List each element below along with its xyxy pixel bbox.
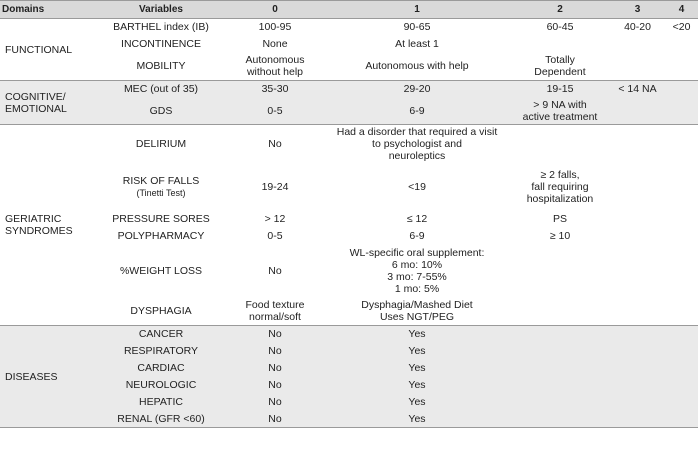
domain-diseases: DISEASES: [0, 326, 96, 428]
cell-line: hospitalization: [526, 192, 594, 205]
domain-geriatric: [0, 125, 96, 326]
cell-line: Totally: [545, 54, 575, 67]
diseases-group: [0, 326, 698, 428]
header-col-3: 3: [610, 1, 665, 19]
table-row: [0, 163, 698, 211]
variable-polypharmacy: POLYPHARMACY: [117, 230, 205, 242]
geriatric-group: [0, 125, 698, 326]
table-cell: No: [226, 394, 324, 411]
variable-disease: RESPIRATORY: [96, 343, 226, 360]
table-cell: Autonomous with help: [365, 60, 469, 73]
table-cell: [324, 125, 510, 163]
table-cell: No: [226, 377, 324, 394]
table-cell: 0-5: [226, 98, 324, 125]
table-cell: ≤ 12: [406, 213, 428, 225]
table-row: [0, 394, 698, 411]
table-row: [0, 326, 698, 343]
table-row: [0, 360, 698, 377]
variable-subline: (Tinetti Test): [136, 187, 186, 198]
table-row: [0, 411, 698, 428]
table-cell: No: [226, 343, 324, 360]
table-row: [0, 211, 698, 228]
domain-line: SYNDROMES: [5, 225, 73, 237]
cell-line: Uses NGT/PEG: [379, 310, 455, 323]
cognitive-group: [0, 81, 698, 125]
table-cell: Yes: [324, 377, 510, 394]
table-cell: Yes: [324, 394, 510, 411]
table-cell: [510, 53, 610, 81]
table-cell: [510, 98, 610, 125]
table-cell: < 14 NA: [610, 81, 665, 98]
table-row: [0, 343, 698, 360]
cell-line: ≥ 2 falls,: [540, 168, 580, 181]
table-cell: Yes: [324, 343, 510, 360]
table-cell: ≥ 10: [549, 230, 571, 242]
variable-gds: GDS: [96, 98, 226, 125]
table-cell: [226, 297, 324, 326]
table-cell: 6-9: [409, 230, 425, 242]
header-col-2: 2: [510, 1, 610, 19]
cell-line: Autonomous: [245, 54, 305, 67]
cell-line: Dysphagia/Mashed Diet: [361, 298, 473, 311]
header-col-1: 1: [324, 1, 510, 19]
table-cell: No: [226, 326, 324, 343]
table-cell: Yes: [324, 326, 510, 343]
variable-falls: [96, 163, 226, 211]
variable-weight-loss: %WEIGHT LOSS: [119, 264, 203, 277]
variable-line: RISK OF FALLS: [122, 174, 200, 187]
table-cell: 19-15: [510, 81, 610, 98]
table-row: [0, 125, 698, 163]
cell-line: fall requiring: [531, 180, 589, 193]
table-cell: 19-24: [261, 180, 289, 193]
domain-line: COGNITIVE/: [5, 90, 66, 103]
table-row: [0, 297, 698, 326]
cell-line: active treatment: [522, 110, 598, 123]
table-cell: [226, 53, 324, 81]
variable-delirium: DELIRIUM: [135, 137, 187, 150]
table-cell: 0-5: [267, 230, 283, 242]
header-domains: Domains: [0, 1, 96, 19]
variable-mec: MEC (out of 35): [96, 81, 226, 98]
variable-pressure-sores: PRESSURE SORES: [112, 213, 210, 225]
table-cell: [324, 297, 510, 326]
variable-disease: CARDIAC: [96, 360, 226, 377]
cell-line: 6 mo: 10%: [391, 258, 443, 271]
table-cell: No: [226, 360, 324, 377]
variable-disease: HEPATIC: [96, 394, 226, 411]
table-cell: No: [226, 411, 324, 428]
variable-incontinence: INCONTINENCE: [121, 38, 201, 50]
table-cell: 60-45: [546, 21, 574, 34]
table-cell: No: [268, 137, 282, 150]
variable-dysphagia: DYSPHAGIA: [130, 304, 192, 317]
cell-line: without help: [246, 66, 304, 79]
variable-mobility: MOBILITY: [136, 60, 186, 73]
cell-line: 1 mo: 5%: [394, 282, 440, 295]
cell-line: normal/soft: [249, 310, 301, 323]
cell-line: to psychologist and: [372, 137, 462, 150]
cell-line: neuroleptics: [388, 149, 446, 162]
cell-line: WL-specific oral supplement:: [349, 246, 485, 259]
header-col-4: 4: [665, 1, 698, 19]
variable-disease: CANCER: [96, 326, 226, 343]
table-row: [0, 81, 698, 98]
table-cell: None: [262, 38, 288, 50]
table-cell: At least 1: [395, 38, 439, 50]
header-variables: Variables: [96, 1, 226, 19]
domain-cognitive: [0, 81, 96, 125]
cell-line: Dependent: [534, 66, 586, 79]
table-cell: Yes: [324, 360, 510, 377]
table-row: [0, 98, 698, 125]
table-row: [0, 377, 698, 394]
header-row: [0, 1, 698, 19]
table-cell: 100-95: [258, 21, 292, 34]
table-cell: [510, 163, 610, 211]
table-cell: PS: [552, 213, 567, 225]
cell-line: Food texture: [245, 298, 305, 311]
table-cell: No: [268, 264, 282, 277]
table-cell: [324, 245, 510, 297]
variable-disease: NEUROLOGIC: [96, 377, 226, 394]
variable-barthel: BARTHEL index (IB): [113, 21, 209, 34]
table-cell: <19: [408, 180, 426, 193]
functional-group: [0, 19, 698, 81]
table-row: [0, 245, 698, 297]
table-cell: 90-65: [403, 21, 431, 34]
table-row: [0, 53, 698, 81]
table-cell: <20: [672, 21, 691, 34]
variable-disease: RENAL (GFR <60): [96, 411, 226, 428]
table-cell: 29-20: [324, 81, 510, 98]
domain-line: EMOTIONAL: [5, 102, 67, 115]
domain-functional: FUNCTIONAL: [5, 43, 73, 56]
cell-line: > 9 NA with: [533, 98, 587, 111]
table-cell: 6-9: [324, 98, 510, 125]
domain-line: GERIATRIC: [5, 213, 62, 225]
table-row: [0, 228, 698, 245]
table-cell: > 12: [264, 213, 286, 225]
cell-line: 3 mo: 7-55%: [387, 270, 447, 283]
table-row: [0, 19, 698, 36]
table-row: [0, 36, 698, 53]
header-col-0: 0: [226, 1, 324, 19]
table-cell: 35-30: [226, 81, 324, 98]
table-cell: Yes: [324, 411, 510, 428]
table-cell: 40-20: [624, 21, 651, 34]
cell-line: Had a disorder that required a visit: [336, 125, 498, 138]
